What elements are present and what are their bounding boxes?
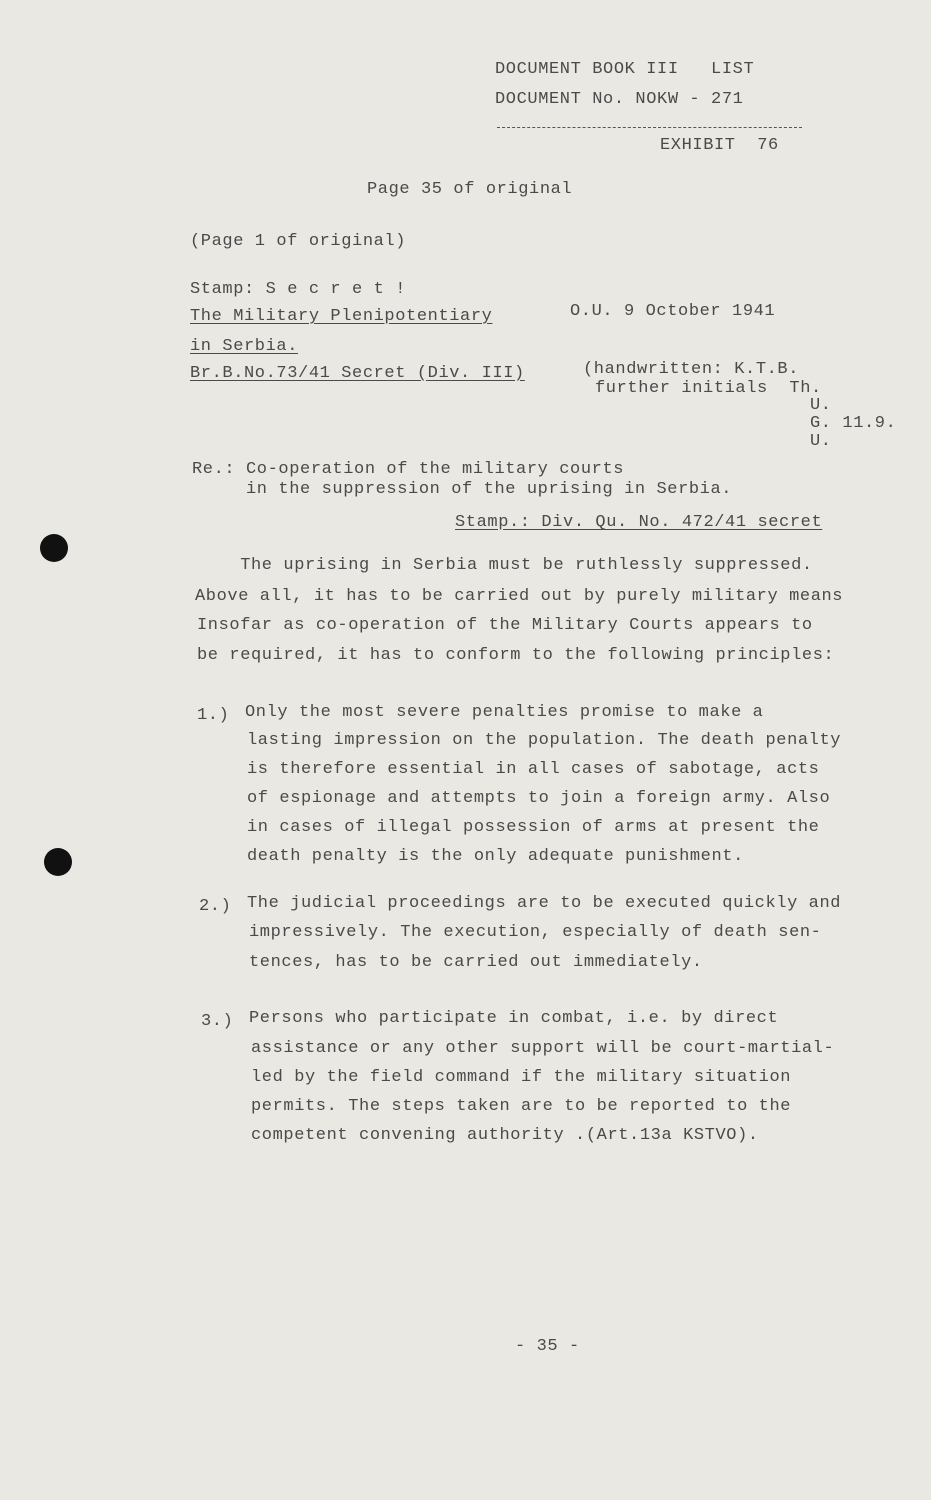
item2-line1: The judicial proceedings are to be executed quickly and — [247, 894, 842, 913]
header-divider — [497, 127, 802, 128]
item3-line4: permits. The steps taken are to be reported to the — [251, 1097, 792, 1116]
handwritten-note-line2: further initials Th. — [595, 379, 822, 398]
stamp-div-qu: Stamp.: Div. Qu. No. 472/41 secret — [455, 513, 823, 532]
handwritten-note-line3: U. — [810, 396, 832, 415]
item3-line3: led by the field command if the military situation — [251, 1068, 792, 1087]
item1-line5: in cases of illegal possession of arms at present the — [247, 818, 820, 837]
sender-location: in Serbia. — [190, 337, 299, 356]
item3-line1: Persons who participate in combat, i.e. by direct — [249, 1009, 779, 1028]
handwritten-note-line5: U. — [810, 432, 832, 451]
intro-line2: Above all, it has to be carried out by purely military means — [195, 587, 844, 606]
handwritten-note-line4: G. 11.9. — [810, 414, 897, 433]
header-document-number: DOCUMENT No. NOKW - 271 — [495, 90, 744, 109]
item1-line2: lasting impression on the population. The death penalty — [247, 731, 842, 750]
sender-title: The Military Plenipotentiary — [190, 307, 493, 326]
item1-number: 1.) — [197, 706, 230, 725]
document-date: O.U. 9 October 1941 — [570, 302, 776, 321]
item1-line1: Only the most severe penalties promise to make a — [245, 703, 764, 722]
handwritten-note-line1: (handwritten: K.T.B. — [583, 360, 800, 379]
item3-number: 3.) — [201, 1012, 234, 1031]
punch-hole-top — [40, 534, 68, 562]
item1-line4: of espionage and attempts to join a foreign army. Also — [247, 789, 831, 808]
stamp-secret: Stamp: S e c r e t ! — [190, 280, 407, 299]
exhibit-label: EXHIBIT 76 — [660, 136, 779, 155]
page1-of-original: (Page 1 of original) — [190, 232, 407, 251]
intro-line4: be required, it has to conform to the following principles: — [197, 646, 835, 665]
subject-line2: in the suppression of the uprising in Serbia. — [192, 480, 733, 499]
punch-hole-bottom — [44, 848, 72, 876]
item3-line2: assistance or any other support will be court-martial- — [251, 1039, 835, 1058]
header-document-book: DOCUMENT BOOK III LIST — [495, 60, 755, 79]
sender-reference: Br.B.No.73/41 Secret (Div. III) — [190, 364, 525, 383]
subject-line1: Re.: Co-operation of the military courts — [192, 460, 625, 479]
item2-line2: impressively. The execution, especially of death sen- — [249, 923, 822, 942]
page-of-original: Page 35 of original — [367, 180, 573, 199]
intro-line3: Insofar as co-operation of the Military Courts appears to — [197, 616, 813, 635]
item2-number: 2.) — [199, 897, 232, 916]
intro-line1: The uprising in Serbia must be ruthlessly suppressed. — [197, 556, 813, 575]
item1-line6: death penalty is the only adequate punishment. — [247, 847, 744, 866]
page-number: - 35 - — [515, 1337, 580, 1356]
item3-line5: competent convening authority .(Art.13a KSTVO). — [251, 1126, 759, 1145]
item1-line3: is therefore essential in all cases of sabotage, acts — [247, 760, 820, 779]
item2-line3: tences, has to be carried out immediately. — [249, 953, 703, 972]
